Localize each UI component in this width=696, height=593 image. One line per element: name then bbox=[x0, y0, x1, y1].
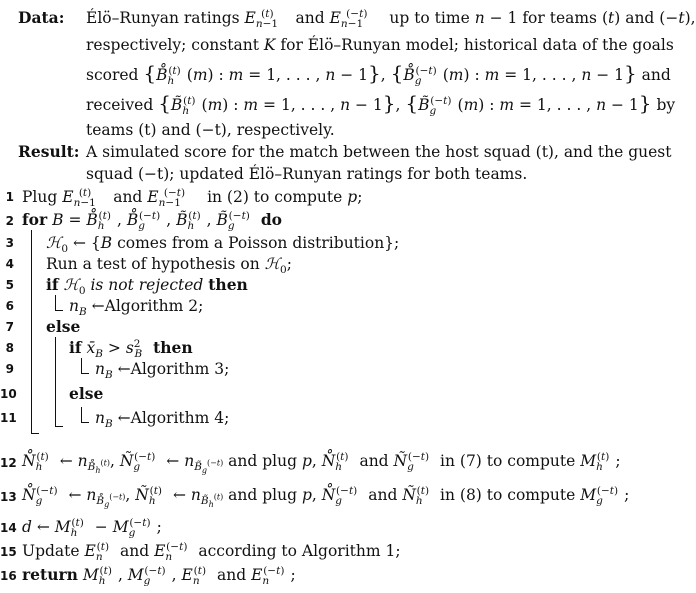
else-block-bar bbox=[55, 337, 56, 427]
line-number: 13 bbox=[0, 490, 17, 504]
inner-if-bar bbox=[81, 358, 89, 374]
step-11: $n_B$ ←Algorithm 4; bbox=[95, 409, 230, 431]
step-8: if $x̄_B > s^2_B$ then bbox=[69, 337, 193, 361]
line-number: 6 bbox=[5, 299, 14, 313]
data-line-2: respectively; constant K for Élö–Runyan model; historical data of the goals bbox=[86, 36, 674, 54]
step-3: ℋ$_0$ ← {B comes from a Poisson distribution}; bbox=[46, 234, 400, 256]
step-5: if ℋ$_0$ is not rejected then bbox=[46, 275, 248, 298]
line-number: 9 bbox=[5, 362, 14, 376]
line-number: 16 bbox=[0, 569, 17, 583]
if-block-bar bbox=[55, 295, 63, 311]
line-number: 7 bbox=[5, 320, 14, 334]
line-number: 2 bbox=[5, 214, 14, 228]
else-block-end bbox=[55, 426, 63, 427]
result-line-2: squad (−t); updated Élö–Runyan ratings for both teams. bbox=[86, 165, 528, 183]
step-14: d ← $M_h^{(t)} - M_g^{(-t)}$ ; bbox=[22, 516, 162, 540]
line-number: 14 bbox=[0, 521, 17, 535]
line-number: 5 bbox=[5, 278, 14, 292]
line-number: 10 bbox=[0, 387, 17, 401]
line-number: 8 bbox=[5, 341, 14, 355]
line-number: 15 bbox=[0, 545, 17, 559]
data-line-4: received {$B̃_h^{(t)}$ (m) : m = 1, . . . , n − 1}, {$B̃_g^{(-t)}$ (m) : m = 1, . . . , n − 1} by bbox=[86, 91, 676, 118]
data-line-1: Élö–Runyan ratings $E_{n-1}^{(t)}$ and $E_{n-1}^{(-t)}$ up to time n − 1 for teams (t) and (−t), bbox=[86, 7, 696, 31]
result-line-1: A simulated score for the match between the host squad (t), and the guest bbox=[86, 143, 672, 161]
step-16: return $M_h^{(t)}$ , $M_g^{(-t)}$ , $E_n^{(t)}$ and $E_n^{(-t)}$ ; bbox=[22, 564, 296, 588]
step-10: else bbox=[69, 384, 104, 403]
line-number: 12 bbox=[0, 456, 17, 470]
line-number: 1 bbox=[5, 190, 14, 204]
step-9: $n_B$ ←Algorithm 3; bbox=[95, 360, 230, 382]
step-2: for $B = B̊_h^{(t)}$ , $B̊_g^{(-t)}$ , $B̃_h^{(t)}$ , $B̃_g^{(-t)}$ do bbox=[22, 209, 283, 233]
step-13: $N̊_g^{(-t)}$ ← $n_{B̊_g^{(-t)}}$, $Ñ_h^{(t)}$ ← $n_{B̃_h^{(t)}}$ and plug p, $N̊_g^{(-t)}$ and $Ñ_h^{(t)}$ in (8) to compute $M_g^{(-t)}$ ; bbox=[22, 484, 630, 510]
step-12: $N̊_h^{(t)}$ ← $n_{B̊_h^{(t)}}$, $Ñ_g^{(-t)}$ ← $n_{B̃_g^{(-t)}}$ and plug p, $N̊_h^{(t)}$ and $Ñ_g^{(-t)}$ in (7) to compute $M_h^{(t)}$ ; bbox=[22, 450, 621, 476]
data-label: Data: bbox=[18, 8, 65, 27]
data-line-3: scored {$B̊_h^{(t)}$ (m) : m = 1, . . . , n − 1}, {$B̊_g^{(-t)}$ (m) : m = 1, . . . , n − 1} and bbox=[86, 61, 671, 88]
data-line-5: teams (t) and (−t), respectively. bbox=[86, 121, 335, 139]
line-number: 11 bbox=[0, 411, 17, 425]
result-label: Result: bbox=[18, 142, 80, 161]
line-number: 3 bbox=[5, 236, 14, 250]
step-1: Plug $E_{n-1}^{(t)}$ and $E_{n-1}^{(-t)}$ in (2) to compute p; bbox=[22, 186, 363, 210]
step-6: $n_B$ ←Algorithm 2; bbox=[69, 297, 204, 319]
step-4: Run a test of hypothesis on ℋ$_0$; bbox=[46, 255, 292, 277]
step-7: else bbox=[46, 317, 81, 336]
for-block-bar bbox=[31, 230, 32, 434]
line-number: 4 bbox=[5, 257, 14, 271]
step-15: Update $E_n^{(t)}$ and $E_n^{(-t)}$ according to Algorithm 1; bbox=[22, 540, 401, 564]
for-block-end bbox=[31, 433, 39, 434]
inner-else-bar bbox=[81, 407, 89, 423]
